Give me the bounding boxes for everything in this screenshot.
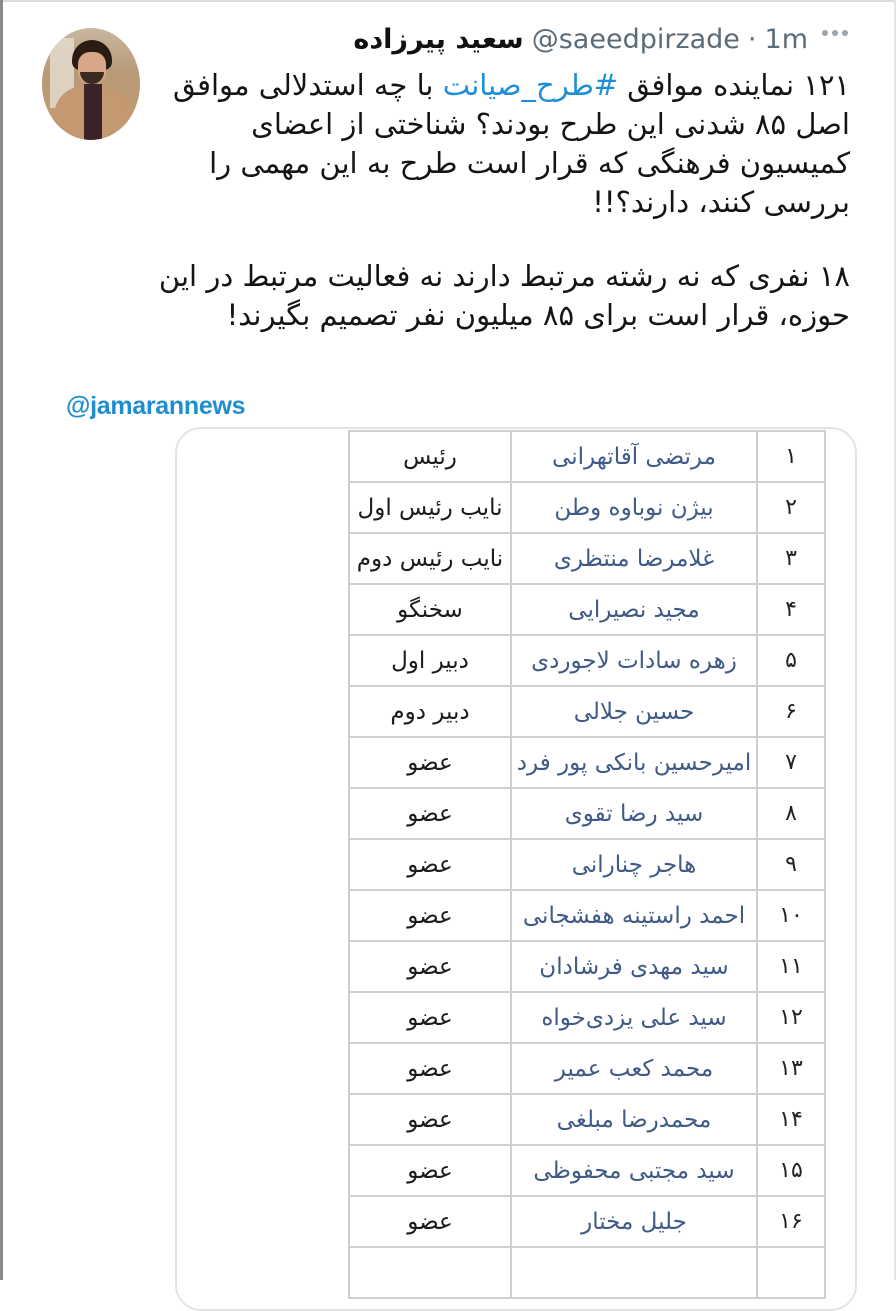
member-role: عضو (349, 992, 511, 1043)
tweet-timestamp[interactable]: 1m (764, 24, 808, 55)
table-row (349, 839, 825, 890)
table-row (349, 533, 825, 584)
member-role: عضو (349, 839, 511, 890)
tweet-paragraph-2: ۱۸ نفری که نه رشته مرتبط دارند نه فعالیت مرتبط در این حوزه، قرار است برای ۸۵ میلیون نفر تصمیم بگیرند! (158, 259, 850, 332)
member-role: عضو (349, 1196, 511, 1247)
member-role: نایب رئیس اول (349, 482, 511, 533)
tweet-text-segment: ۱۲۱ نماینده موافق (618, 68, 850, 102)
more-dot (832, 30, 838, 36)
member-role: عضو (349, 1145, 511, 1196)
table-row (349, 992, 825, 1043)
row-number: ۷ (757, 737, 825, 788)
member-role: عضو (349, 941, 511, 992)
row-number: ۱۳ (757, 1043, 825, 1094)
table-row (349, 1247, 825, 1298)
member-role: عضو (349, 737, 511, 788)
frame-top-edge (0, 0, 896, 2)
member-role: عضو (349, 890, 511, 941)
table-row (349, 1094, 825, 1145)
more-dot (842, 30, 848, 36)
member-name: جلیل مختار (511, 1196, 757, 1247)
row-number: ۹ (757, 839, 825, 890)
member-name: احمد راستینه هفشجانی (511, 890, 757, 941)
row-number: ۱۰ (757, 890, 825, 941)
member-role: عضو (349, 1043, 511, 1094)
tweet-paragraph-1 (150, 66, 850, 222)
member-name: سید مجتبی محفوظی (511, 1145, 757, 1196)
table-row (349, 788, 825, 839)
member-role: دبیر دوم (349, 686, 511, 737)
author-handle[interactable]: @saeedpirzade (531, 24, 740, 55)
table-row (349, 482, 825, 533)
member-name: حسین جلالی (511, 686, 757, 737)
more-dot (822, 30, 828, 36)
watermark: @jamarannews (66, 392, 246, 420)
member-name: مرتضی آقاتهرانی (511, 431, 757, 482)
row-number: ۶ (757, 686, 825, 737)
member-name: غلامرضا منتظری (511, 533, 757, 584)
frame-left-edge (0, 0, 3, 1280)
tweet-text-segment: با چه استدلالی موافق اصل ۸۵ شدنی این طرح بودند؟ شناختی از اعضای کمیسیون فرهنگی که قرار است طرح به این مهمی را بررسی کنند، دارند؟!! (172, 68, 850, 219)
member-name: سید مهدی فرشادان (511, 941, 757, 992)
table-row (349, 686, 825, 737)
commission-members-table (348, 430, 826, 1299)
member-role: سخنگو (349, 584, 511, 635)
tweet-header (353, 24, 808, 64)
avatar-turtleneck (84, 84, 102, 140)
table-row (349, 635, 825, 686)
avatar[interactable] (42, 28, 140, 140)
member-role: عضو (349, 1094, 511, 1145)
table-row (349, 890, 825, 941)
table-row (349, 431, 825, 482)
table-row (349, 1145, 825, 1196)
member-name (511, 1247, 757, 1298)
member-name: محمدرضا مبلغی (511, 1094, 757, 1145)
row-number: ۳ (757, 533, 825, 584)
table-row (349, 1043, 825, 1094)
row-number: ۸ (757, 788, 825, 839)
member-role: عضو (349, 788, 511, 839)
member-name: مجید نصیرایی (511, 584, 757, 635)
row-number: ۵ (757, 635, 825, 686)
row-number: ۱۶ (757, 1196, 825, 1247)
row-number: ۱۵ (757, 1145, 825, 1196)
member-role: رئیس (349, 431, 511, 482)
row-number: ۴ (757, 584, 825, 635)
row-number (757, 1247, 825, 1298)
tweet-text (150, 66, 850, 335)
member-name: امیرحسین بانکی پور فرد (511, 737, 757, 788)
row-number: ۱ (757, 431, 825, 482)
member-name: زهره سادات لاجوردی (511, 635, 757, 686)
row-number: ۱۲ (757, 992, 825, 1043)
member-name: سید رضا تقوی (511, 788, 757, 839)
row-number: ۱۴ (757, 1094, 825, 1145)
table-row (349, 584, 825, 635)
member-name: محمد کعب عمیر (511, 1043, 757, 1094)
author-display-name[interactable]: سعید پیرزاده (353, 24, 524, 55)
table-row (349, 1196, 825, 1247)
member-role (349, 1247, 511, 1298)
member-name: سید علی یزدی‌خواه (511, 992, 757, 1043)
table-row (349, 941, 825, 992)
more-horizontal-icon[interactable] (822, 30, 848, 36)
row-number: ۱۱ (757, 941, 825, 992)
row-number: ۲ (757, 482, 825, 533)
hashtag-link[interactable]: #طرح_صیانت (442, 68, 619, 102)
header-separator: · (747, 24, 757, 55)
table-row (349, 737, 825, 788)
member-role: دبیر اول (349, 635, 511, 686)
member-name: هاجر چنارانی (511, 839, 757, 890)
member-name: بیژن نوباوه وطن (511, 482, 757, 533)
member-role: نایب رئیس دوم (349, 533, 511, 584)
